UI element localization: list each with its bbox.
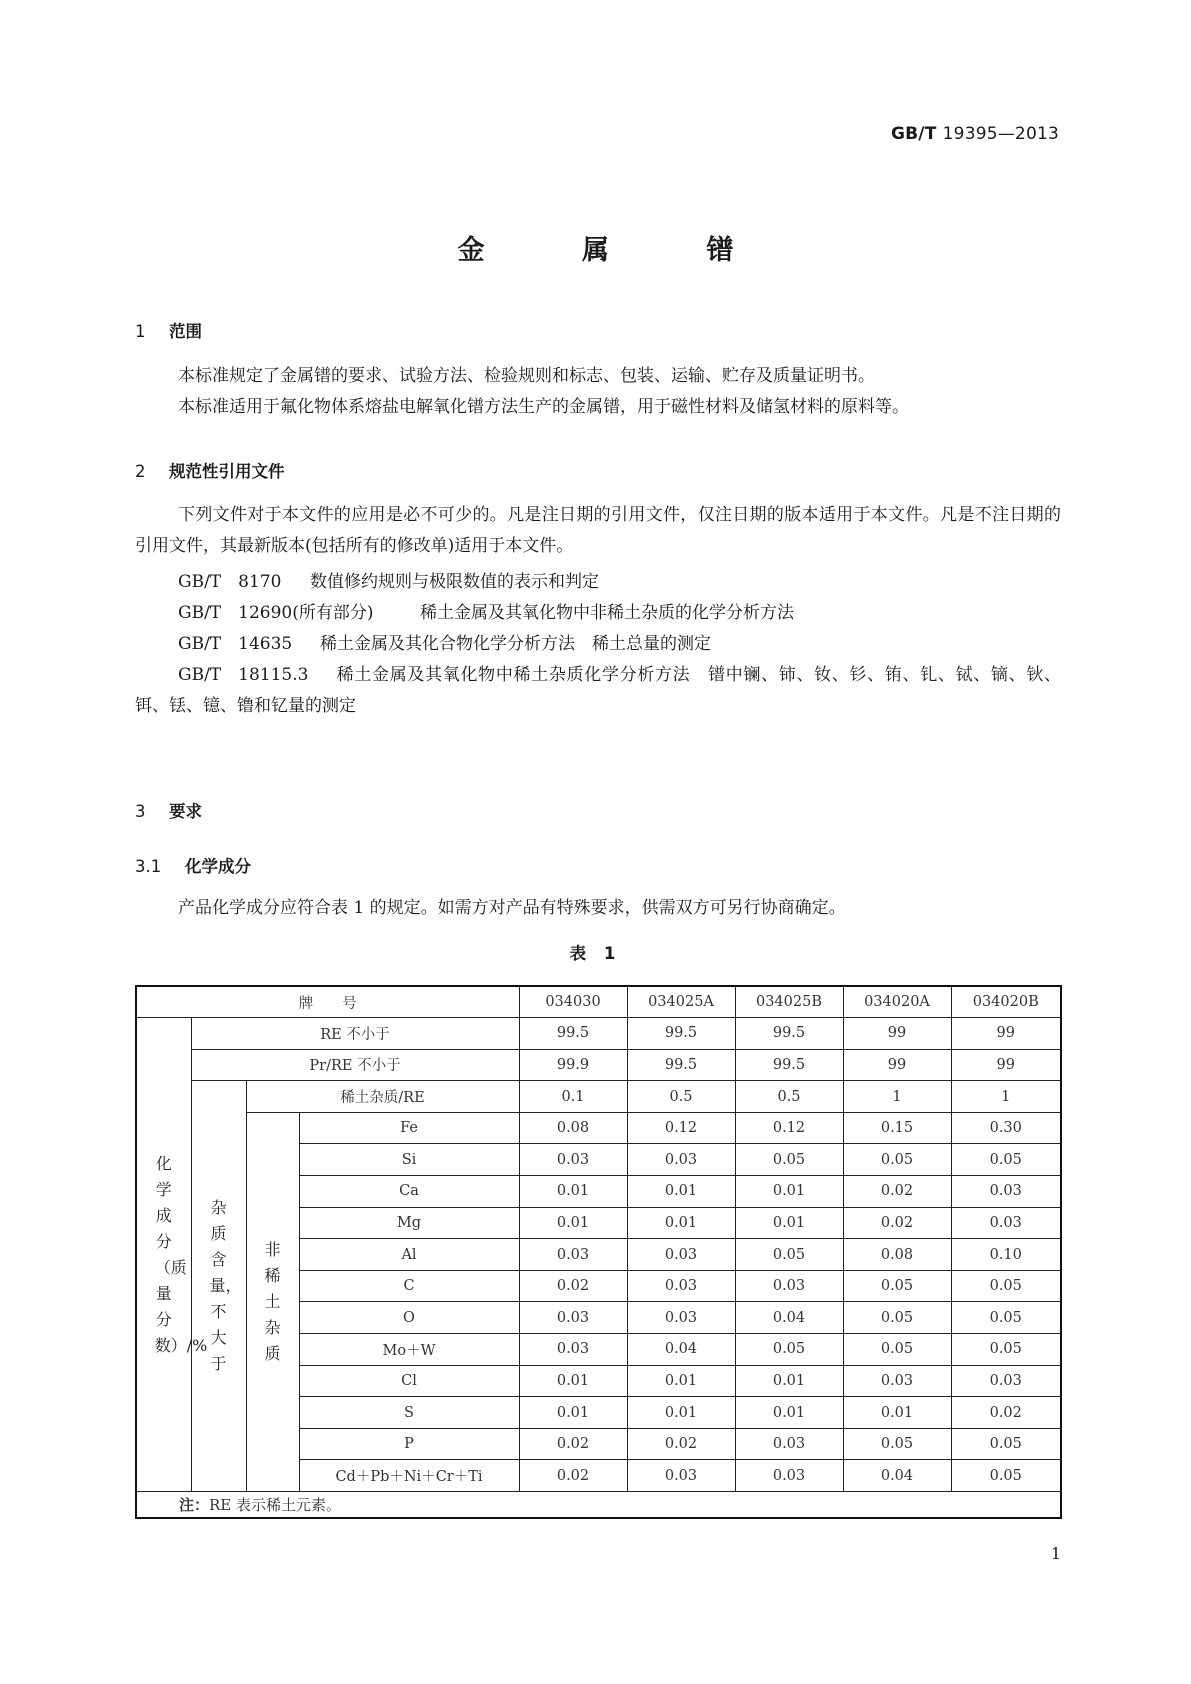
- table-row: [136, 1018, 1061, 1050]
- standard-prefix: GB/T: [891, 124, 937, 144]
- element-label: Fe: [299, 1112, 519, 1144]
- table-cell: 0.03: [519, 1334, 627, 1366]
- element-label: Ca: [299, 1176, 519, 1208]
- table-cell: 0.04: [843, 1460, 951, 1492]
- table-cell: 0.05: [951, 1428, 1061, 1460]
- table-cell: 0.01: [519, 1365, 627, 1397]
- table-cell: 0.10: [951, 1239, 1061, 1271]
- table-cell: 0.05: [843, 1334, 951, 1366]
- table-note-text: RE 表示稀土元素。: [209, 1495, 342, 1514]
- element-label: Al: [299, 1239, 519, 1271]
- table-caption: 表 1: [569, 944, 622, 963]
- table-cell: 0.01: [627, 1397, 735, 1429]
- element-label: Si: [299, 1144, 519, 1176]
- table-note-label: 注：: [179, 1495, 210, 1514]
- chem-composition-label: 化学成分（质量分数）/%: [136, 1018, 191, 1492]
- table-cell: 0.01: [735, 1365, 843, 1397]
- element-label: S: [299, 1397, 519, 1429]
- table-cell: 0.08: [843, 1239, 951, 1271]
- table-cell: 0.05: [735, 1334, 843, 1366]
- table-row: [136, 1081, 1061, 1113]
- table-cell: 0.01: [735, 1207, 843, 1239]
- element-label: Mo＋W: [299, 1334, 519, 1366]
- reference-item: GB/T 18115.3 稀土金属及其氧化物中稀土杂质化学分析方法 镨中镧、铈、钕、钐、铕、钆、铽、镝、钬、铒、铥、镱、镥和钇量的测定: [135, 665, 1061, 716]
- grade-header: 034020A: [843, 986, 951, 1018]
- element-label: Mg: [299, 1207, 519, 1239]
- table-cell: 99.5: [627, 1018, 735, 1050]
- section-3-heading: 3 要求: [135, 802, 202, 821]
- table-cell: 0.5: [627, 1081, 735, 1113]
- table-cell: 0.02: [519, 1270, 627, 1302]
- section-1-para-2: 本标准适用于氟化物体系熔盐电解氧化镨方法生产的金属镨，用于磁性材料及储氢材料的原料等。: [178, 397, 909, 417]
- non-re-impurity-label: 非稀土杂质: [246, 1112, 299, 1491]
- table-cell: 0.05: [735, 1144, 843, 1176]
- element-label: P: [299, 1428, 519, 1460]
- row-label: 稀土杂质/RE: [246, 1081, 519, 1113]
- table-cell: 0.02: [519, 1428, 627, 1460]
- table-cell: 0.12: [735, 1112, 843, 1144]
- table-cell: 0.01: [519, 1207, 627, 1239]
- chemical-composition-table: [135, 985, 1062, 1519]
- table-cell: 0.05: [951, 1270, 1061, 1302]
- table-cell: 0.5: [735, 1081, 843, 1113]
- table-cell: 0.01: [627, 1176, 735, 1208]
- table-cell: 0.15: [843, 1112, 951, 1144]
- table-cell: 0.01: [735, 1397, 843, 1429]
- table-cell: 0.1: [519, 1081, 627, 1113]
- table-cell: 0.01: [519, 1397, 627, 1429]
- table-cell: 99.5: [519, 1018, 627, 1050]
- table-cell: 1: [951, 1081, 1061, 1113]
- table-row: [136, 1049, 1061, 1081]
- impurity-label: 杂质含量，不大于: [191, 1081, 246, 1492]
- brand-header: 牌 号: [136, 986, 519, 1018]
- table-cell: 0.02: [843, 1207, 951, 1239]
- element-label: O: [299, 1302, 519, 1334]
- table-cell: 0.03: [951, 1365, 1061, 1397]
- section-3-1-heading: 3.1 化学成分: [135, 857, 251, 876]
- table-cell: 99: [843, 1018, 951, 1050]
- table-cell: 99: [951, 1018, 1061, 1050]
- row-label: RE 不小于: [191, 1018, 519, 1050]
- reference-item: GB/T 12690(所有部分) 稀土金属及其氧化物中非稀土杂质的化学分析方法: [178, 603, 794, 623]
- table-cell: 0.03: [735, 1428, 843, 1460]
- table-cell: 99.9: [519, 1049, 627, 1081]
- table-cell: 0.01: [627, 1207, 735, 1239]
- table-cell: 0.05: [843, 1302, 951, 1334]
- table-cell: 99.5: [627, 1049, 735, 1081]
- table-cell: 0.03: [627, 1239, 735, 1271]
- table-cell: 99: [843, 1049, 951, 1081]
- table-cell: 0.01: [843, 1397, 951, 1429]
- element-label: Cl: [299, 1365, 519, 1397]
- table-cell: 0.05: [843, 1270, 951, 1302]
- grade-header: 034025A: [627, 986, 735, 1018]
- table-cell: 0.05: [951, 1302, 1061, 1334]
- grade-header: 034030: [519, 986, 627, 1018]
- table-cell: 0.03: [843, 1365, 951, 1397]
- table-cell: 0.12: [627, 1112, 735, 1144]
- table-cell: 99: [951, 1049, 1061, 1081]
- table-note: [136, 1492, 1061, 1518]
- grade-header: 034025B: [735, 986, 843, 1018]
- table-cell: 0.01: [519, 1176, 627, 1208]
- table-cell: 0.03: [627, 1302, 735, 1334]
- table-cell: 0.03: [519, 1144, 627, 1176]
- reference-item: GB/T 14635 稀土金属及其化合物化学分析方法 稀土总量的测定: [178, 634, 711, 654]
- table-cell: 0.01: [735, 1176, 843, 1208]
- table-cell: 0.02: [843, 1176, 951, 1208]
- table-cell: 0.30: [951, 1112, 1061, 1144]
- table-cell: 0.03: [627, 1144, 735, 1176]
- table-cell: 99.5: [735, 1018, 843, 1050]
- table-header-row: [136, 986, 1061, 1018]
- table-cell: 0.03: [519, 1239, 627, 1271]
- section-1-para-1: 本标准规定了金属镨的要求、试验方法、检验规则和标志、包装、运输、贮存及质量证明书。: [178, 366, 875, 386]
- table-cell: 0.08: [519, 1112, 627, 1144]
- table-cell: 0.03: [951, 1207, 1061, 1239]
- standard-number: 19395—2013: [942, 124, 1059, 144]
- section-2-heading: 2 规范性引用文件: [135, 462, 285, 481]
- table-cell: 0.02: [627, 1428, 735, 1460]
- document-title: 金 属 镨: [457, 235, 778, 266]
- table-cell: 0.05: [951, 1144, 1061, 1176]
- table-cell: 0.05: [843, 1428, 951, 1460]
- table-cell: 0.03: [519, 1302, 627, 1334]
- table-cell: 0.04: [735, 1302, 843, 1334]
- table-cell: 0.03: [735, 1460, 843, 1492]
- table-note-row: [136, 1492, 1061, 1518]
- table-cell: 0.05: [951, 1460, 1061, 1492]
- standard-code: [891, 124, 1059, 144]
- page-number: 1: [1050, 1544, 1061, 1563]
- section-1-heading: 1 范围: [135, 322, 202, 341]
- table-cell: 0.05: [951, 1334, 1061, 1366]
- grade-header: 034020B: [951, 986, 1061, 1018]
- row-label: Pr/RE 不小于: [191, 1049, 519, 1081]
- element-label: Cd＋Pb＋Ni＋Cr＋Ti: [299, 1460, 519, 1492]
- table-cell: 0.02: [951, 1397, 1061, 1429]
- section-3-1-para-1: 产品化学成分应符合表 1 的规定。如需方对产品有特殊要求，供需双方可另行协商确定。: [178, 898, 846, 918]
- element-label: C: [299, 1270, 519, 1302]
- section-2-para-1: 下列文件对于本文件的应用是必不可少的。凡是注日期的引用文件，仅注日期的版本适用于本文件。凡是不注日期的引用文件，其最新版本(包括所有的修改单)适用于本文件。: [135, 505, 1061, 556]
- table-cell: 0.03: [951, 1176, 1061, 1208]
- table-row: [136, 1112, 1061, 1144]
- table-cell: 99.5: [735, 1049, 843, 1081]
- table-cell: 0.02: [519, 1460, 627, 1492]
- table-cell: 0.03: [735, 1270, 843, 1302]
- table-cell: 0.03: [627, 1270, 735, 1302]
- table-cell: 0.04: [627, 1334, 735, 1366]
- table-cell: 0.05: [843, 1144, 951, 1176]
- table-cell: 0.05: [735, 1239, 843, 1271]
- table-cell: 0.03: [627, 1460, 735, 1492]
- reference-item: GB/T 8170 数值修约规则与极限数值的表示和判定: [178, 572, 599, 592]
- table-cell: 1: [843, 1081, 951, 1113]
- table-cell: 0.01: [627, 1365, 735, 1397]
